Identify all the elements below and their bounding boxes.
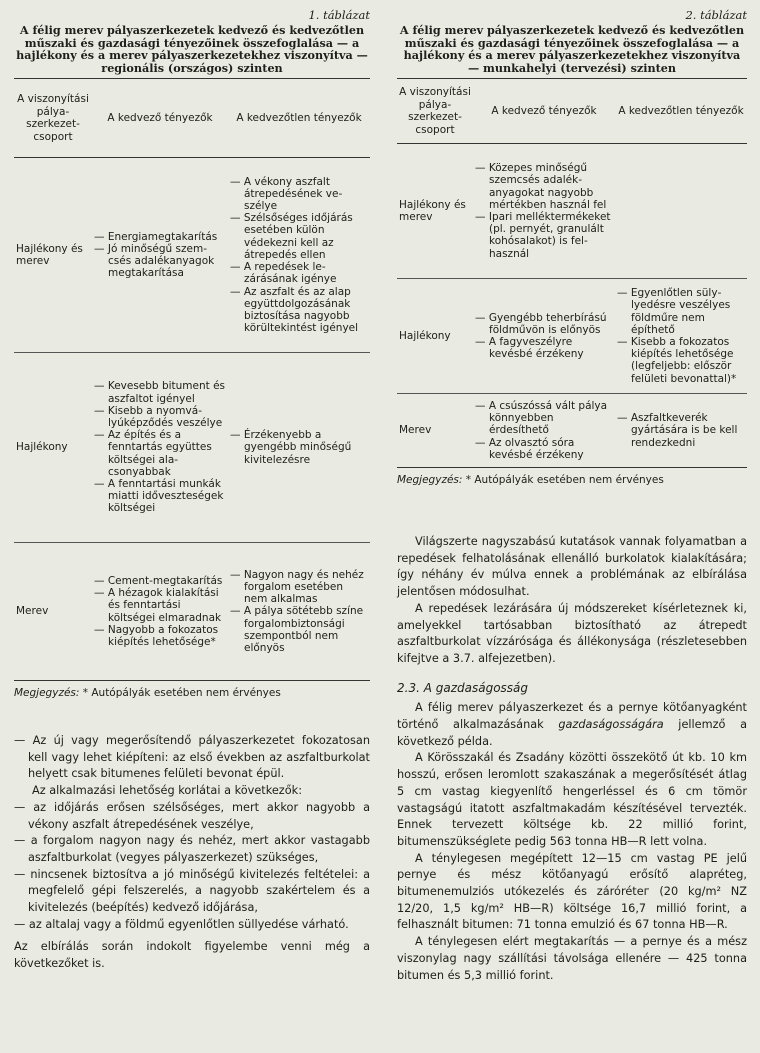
list-item: — A csúszóssá vált pálya könnyebben érdesíthető [475, 400, 613, 437]
list-item: — Kevesebb bitument és aszfaltot igényel [94, 380, 226, 404]
table2-title: A félig merev pályaszerkezetek kedvező és kedvezőtlen műszaki és gazdasági tényezőinek összefoglalása — a hajlékony és a merev pályaszerkezetekhez viszonyítva — munkahelyi (tervezési) szinten [399, 23, 745, 75]
table2-body [397, 144, 747, 468]
favorable-cell [92, 543, 228, 681]
section-heading: 2.3. A gazdaságosság [397, 680, 529, 695]
intro-paragraph: — Az új vagy megerősítendő pályaszerkezetet fokozatosan kell vagy lehet kiépíteni: az első években az aszfaltburkolat helyett csak bitumenes felületi bevonat épül. [14, 733, 370, 783]
table1-note [14, 687, 370, 699]
list-item: — Egyenlőtlen sülylyedésre veszélyes földműre nem építhető [617, 287, 745, 336]
list-item: — Kisebb a fokozatos kiépítés lehetősége (legfeljebb: először felületi bevonattal)* [617, 336, 745, 385]
list-item: — Nagyon nagy és nehéz forgalom esetében nem alkalmas [230, 569, 368, 606]
favorable-cell [92, 158, 228, 353]
list-item: — Gyengébb teherbírású földművön is előnyös [475, 312, 613, 336]
list-item: — A vékony aszfalt átrepedésének veszélye [230, 176, 368, 213]
table1-title: A félig merev pályaszerkezetek kedvező és kedvezőtlen műszaki és gazdasági tényezőinek összefoglalása — a hajlékony és a merev pályaszerkezetekhez viszonyítva — regionális (országos) szinten [16, 23, 368, 75]
unfavorable-cell [228, 353, 370, 543]
unfavorable-cell [228, 158, 370, 353]
table-row [397, 144, 747, 279]
table1-header-unfavorable: A kedvezőtlen tényezők [228, 79, 370, 158]
favorable-cell [92, 353, 228, 543]
list-item: — A pálya sötétebb színe forgalombiztonsági szempontból nem előnyös [230, 605, 368, 654]
table1 [14, 78, 370, 681]
note-label: Megjegyzés: [14, 687, 80, 699]
limits-list [14, 800, 370, 934]
note-label: Megjegyzés: [397, 474, 463, 486]
unfavorable-cell [615, 144, 747, 279]
paragraph: A Körösszakál és Zsadány közötti összekötő út kb. 10 km hosszú, erősen leromlott szakaszának a megerősítését átlag 5 cm vastag kiegyenlítő hengerléssel és 6 cm tömör vastagságú itatott aszfaltmakadám készítésével tervezték. Ennek tervezett költsége kb. 22 millió forint, bitumenszükséglete pedig 563 tonna HB—R lett volna. [397, 751, 747, 848]
list-item: — A fenntartási munkák miatti időveszteségek költségei [94, 478, 226, 515]
table1-header-group: A viszonyítási pályaszerkezetcsoport [14, 79, 92, 158]
unfavorable-cell [615, 394, 747, 468]
favorable-cell [473, 144, 615, 279]
table2 [397, 78, 747, 468]
left-body-text [14, 733, 370, 973]
group-label: Hajlékony és merev [14, 158, 92, 353]
group-label: Merev [397, 394, 473, 468]
closing-paragraph: Az elbírálás során indokolt figyelembe venni még a következőket is. [14, 940, 370, 971]
list-item: — Érzékenyebb a gyengébb minőségű kivitelezésre [230, 429, 368, 466]
group-label: Merev [14, 543, 92, 681]
list-item: — a forgalom nagyon nagy és nehéz, mert akkor vastagabb aszfaltburkolat (vegyes pályaszerkezet) szükséges, [14, 833, 370, 866]
list-item: — az időjárás erősen szélsőséges, mert akkor nagyobb a vékony aszfalt átrepedésének veszélye, [14, 800, 370, 833]
table-row [14, 543, 370, 681]
unfavorable-cell [615, 279, 747, 394]
list-item: — Cement-megtakarítás [94, 575, 226, 587]
list-item: — Energiamegtakarítás [94, 231, 226, 243]
paragraph: A ténylegesen megépített 12—15 cm vastag PE jelű pernye és mész kötőanyagú erősítő alapréteg, bitumenemulziós utókezelés és zárórétег (20 kg/m² NZ 12/20, 1,5 kg/m² HB—R) költsége 16,7 millió forint, a felhasznált bitumen: 71 tonna emulzió és 67 tonna HB—R. [397, 851, 747, 932]
list-item: — Közepes minőségű szemcsés adalékanyagokat nagyobb mértékben használ fel [475, 162, 613, 211]
table2-header-group: A viszonyítási pályaszerkezetcsoport [397, 79, 473, 144]
table2-note [397, 474, 747, 486]
list-item: — A repedések lezárásának igénye [230, 261, 368, 285]
list-item: — Az aszfalt és az alap együttdolgozásának biztosítása nagyobb körültekintést igényel [230, 286, 368, 335]
group-label: Hajlékony és merev [397, 144, 473, 279]
table2-header-unfavorable: A kedvezőtlen tényezők [615, 79, 747, 144]
list-item: — Nagyobb a fokozatos kiépítés lehetősége* [94, 624, 226, 648]
list-item: — Kisebb a nyomvályúképződés veszélye [94, 405, 226, 429]
favorable-cell [473, 394, 615, 468]
table2-label: 2. táblázat [685, 8, 747, 22]
list-item: — A hézagok kialakítási és fenntartási költségei elmaradnak [94, 587, 226, 624]
paragraph: Világszerte nagyszabású kutatások vannak folyamatban a repedések felhatolásának ellenálló burkolatok kialakítására; így néhány év múlva ennek a problémának az elbírálása jelentősen módosulhat. [397, 535, 747, 599]
limits-heading: Az alkalmazási lehetőség korlátai a következők: [32, 784, 302, 798]
table-row [14, 353, 370, 543]
left-column [14, 8, 370, 973]
list-item: — az altalaj vagy a földmű egyenlőtlen süllyedése várható. [14, 917, 370, 934]
group-label: Hajlékony [14, 353, 92, 543]
group-label: Hajlékony [397, 279, 473, 394]
right-column [397, 8, 747, 984]
paragraph: A repedések lezárására új módszereket kísérleteznek ki, amelyekkel tartósabban biztosítható az átrepedt aszfaltburkolat vízzárósága és állékonysága (részletesebben kifejtve a 3.7. alfejezetben). [397, 601, 747, 665]
table1-label: 1. táblázat [308, 8, 370, 22]
table-row [14, 158, 370, 353]
list-item: — Az olvasztó sóra kevésbé érzékeny [475, 437, 613, 461]
list-item: — nincsenek biztosítva a jó minőségű kivitelezés feltételei: a megfelelő gépi felszerelés, a nagyobb szakértelem és a kivitelezés (beépítés) kedvező időjárása, [14, 867, 370, 917]
note-text: * Autópályák esetében nem érvényes [82, 687, 281, 699]
list-item: — Szélsőséges időjárás esetében külön védekezni kell az átrepedés ellen [230, 212, 368, 261]
favorable-cell [473, 279, 615, 394]
table2-header-favorable: A kedvező tényezők [473, 79, 615, 144]
table-row [397, 394, 747, 468]
table1-header-favorable: A kedvező tényezők [92, 79, 228, 158]
table-row [397, 279, 747, 394]
right-body-text [397, 534, 747, 984]
list-item: — Aszfaltkeverék gyártására is be kell rendezkedni [617, 412, 745, 449]
table1-body [14, 158, 370, 681]
paragraph: A félig merev pályaszerkezet és a pernye kötőanyagként történő alkalmazásának gazdaságosságára jellemző a következő példa. [397, 701, 747, 748]
list-item: — Jó minőségű szemcsés adalékanyagok megtakarítása [94, 243, 226, 280]
unfavorable-cell [228, 543, 370, 681]
list-item: — Az építés és a fenntartás együttes költségei alacsonyabbak [94, 429, 226, 478]
list-item: — A fagyveszélyre kevésbé érzékeny [475, 336, 613, 360]
list-item: — Ipari melléktermékeket (pl. pernyét, granulált kohósalakot) is felhasznál [475, 211, 613, 260]
paragraph: A ténylegesen elért megtakarítás — a pernye és a mész viszonylag nagy szállítási távolsága ellenére — 425 tonna bitumen és 5,3 millió forint. [397, 935, 747, 982]
note-text: * Autópályák esetében nem érvényes [465, 474, 664, 486]
